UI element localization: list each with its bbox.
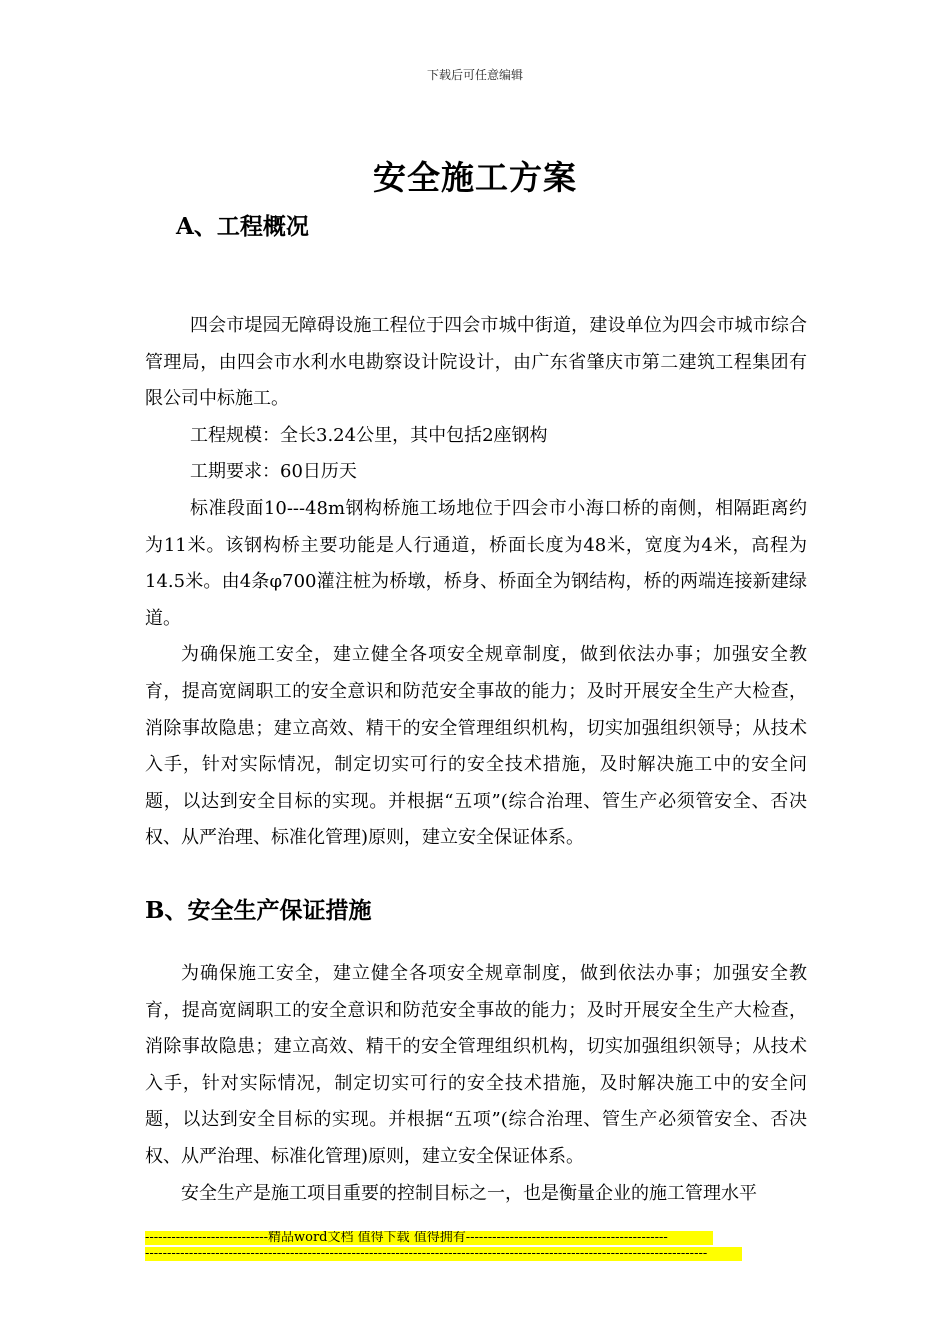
paragraph: 工程规模：全长3.24公里，其中包括2座钢构	[190, 424, 548, 446]
paragraph: 工期要求：60日历天	[190, 461, 357, 483]
section-b-body	[145, 956, 807, 1212]
section-a-body	[145, 308, 807, 857]
paragraph: 标准段面10---48m钢构桥施工场地位于四会市小海口桥的南侧，相隔距离约为11米。该钢构桥主要功能是人行通道，桥面长度为48米，宽度为4米，高程为14.5米。由4条φ700灌注桩为桥墩，桥身、桥面全为钢结构，桥的两端连接新建绿道。	[145, 497, 807, 629]
header-note: 下载后可任意编辑	[426, 68, 523, 82]
paragraph: 为确保施工安全，建立健全各项安全规章制度，做到依法办事；加强安全教育，提高宽阔职工的安全意识和防范安全事故的能力；及时开展安全生产大检查，消除事故隐患；建立高效、精干的安全管理组织机构，切实加强组织领导；从技术入手，针对实际情况，制定切实可行的安全技术措施，及时解决施工中的安全问题，以达到安全目标的实现。并根据“五项”(综合治理、管生产必须管安全、否决权、从严治理、标准化管理)原则，建立安全保证体系。	[145, 644, 807, 849]
document-title: 安全施工方案	[373, 158, 577, 197]
paragraph: 四会市堤园无障碍设施工程位于四会市城中街道，建设单位为四会市城市综合管理局，由四会市水利水电勘察设计院设计，由广东省肇庆市第二建筑工程集团有限公司中标施工。	[145, 315, 807, 410]
section-a-heading: A、工程概况	[176, 213, 309, 240]
paragraph: 为确保施工安全，建立健全各项安全规章制度，做到依法办事；加强安全教育，提高宽阔职工的安全意识和防范安全事故的能力；及时开展安全生产大检查，消除事故隐患；建立高效、精干的安全管理组织机构，切实加强组织领导；从技术入手，针对实际情况，制定切实可行的安全技术措施，及时解决施工中的安全问题，以达到安全目标的实现。并根据“五项”(综合治理、管生产必须管安全、否决权、从严治理、标准化管理)原则，建立安全保证体系。	[145, 963, 807, 1167]
footer-banner-line-1: ----------------------------精品word文档 值得下载 值得拥有----------------------------------------------	[145, 1231, 713, 1245]
paragraph: 安全生产是施工项目重要的控制目标之一，也是衡量企业的施工管理水平	[181, 1182, 757, 1204]
section-b-heading: B、安全生产保证措施	[145, 897, 372, 924]
footer-banner-line-2: --------------------------------------------------------------------------------------------------------------------------------	[145, 1247, 742, 1261]
